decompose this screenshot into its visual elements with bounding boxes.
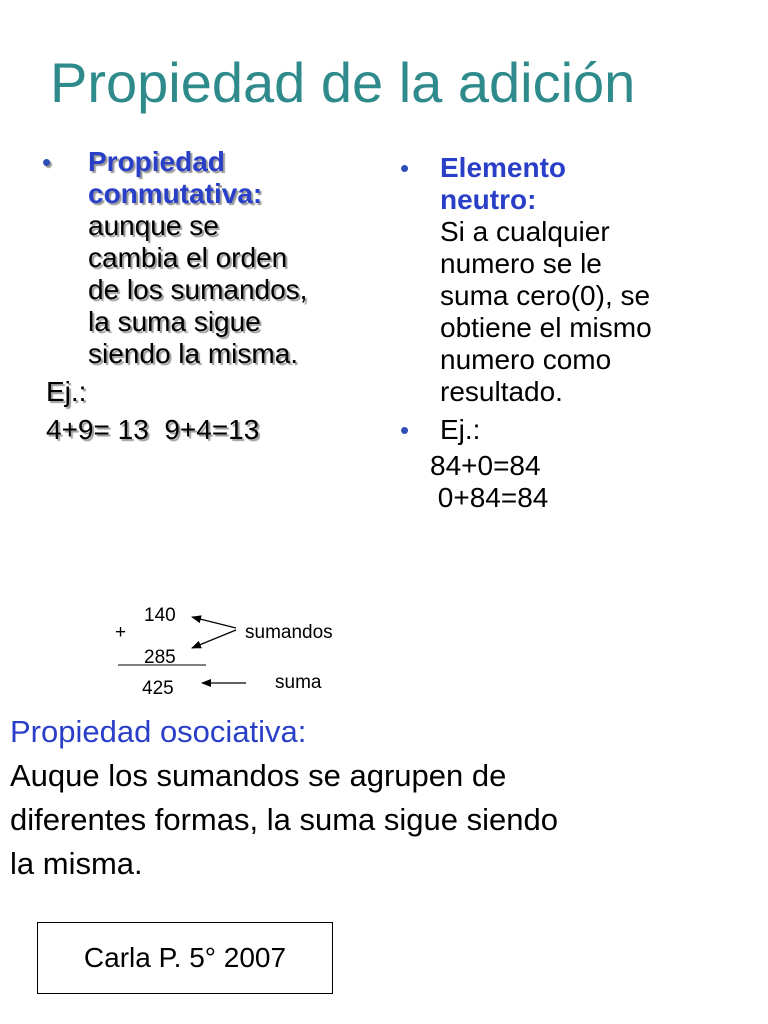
- commutative-heading: Propiedad conmutativa:: [88, 146, 263, 209]
- associative-section: [10, 710, 760, 886]
- neutral-section: [400, 152, 720, 514]
- commutative-example-label: Ej.:: [46, 376, 87, 407]
- neutral-example-line: 0+84=84: [430, 482, 549, 513]
- addend-two: 285: [144, 647, 176, 668]
- commutative-text-line: aunque se: [88, 210, 219, 241]
- associative-heading: Propiedad osociativa:: [10, 714, 307, 749]
- commutative-section: [42, 146, 372, 446]
- arrow-left-icon: [192, 630, 236, 648]
- neutral-text-line: numero como: [440, 344, 612, 375]
- neutral-text-line: Si a cualquier: [440, 216, 610, 247]
- addends-label: sumandos: [245, 622, 333, 643]
- neutral-text-line: suma cero(0), se: [440, 280, 651, 311]
- bullet-dot-icon: •: [42, 147, 52, 177]
- neutral-bullet-item: [400, 152, 720, 408]
- neutral-heading-line: neutro:: [440, 184, 537, 215]
- addend-one: 140: [144, 605, 176, 626]
- commutative-text-line: la suma sigue: [88, 306, 261, 337]
- sum-label: suma: [275, 672, 322, 693]
- neutral-example-item: [400, 414, 720, 446]
- neutral-text-line: obtiene el mismo: [440, 312, 652, 343]
- slide-title: Propiedad de la adición: [50, 51, 636, 114]
- associative-text-line: diferentes formas, la suma sigue siendo: [10, 802, 558, 837]
- bullet-dot-icon: •: [400, 153, 410, 183]
- commutative-example: 4+9= 13 9+4=13: [46, 414, 260, 445]
- commutative-text-line: de los sumandos,: [88, 274, 308, 305]
- arrow-left-icon: [192, 617, 236, 628]
- commutative-text-line: cambia el orden: [88, 242, 288, 273]
- neutral-text-line: resultado.: [440, 376, 563, 407]
- neutral-text-line: numero se le: [440, 248, 602, 279]
- bullet-dot-icon: •: [400, 415, 410, 445]
- neutral-example-line: 84+0=84: [430, 450, 541, 481]
- associative-text-line: la misma.: [10, 846, 143, 881]
- neutral-heading-line: Elemento: [440, 152, 567, 183]
- commutative-text-line: siendo la misma.: [88, 338, 299, 369]
- neutral-example-label: Ej.:: [440, 414, 481, 445]
- sum-value: 425: [142, 678, 174, 699]
- associative-text-line: Auque los sumandos se agrupen de: [10, 758, 507, 793]
- commutative-bullet-item: [42, 146, 372, 370]
- author-signature-text: Carla P. 5° 2007: [83, 942, 287, 973]
- plus-sign: +: [115, 622, 127, 643]
- author-signature-box: [37, 922, 333, 994]
